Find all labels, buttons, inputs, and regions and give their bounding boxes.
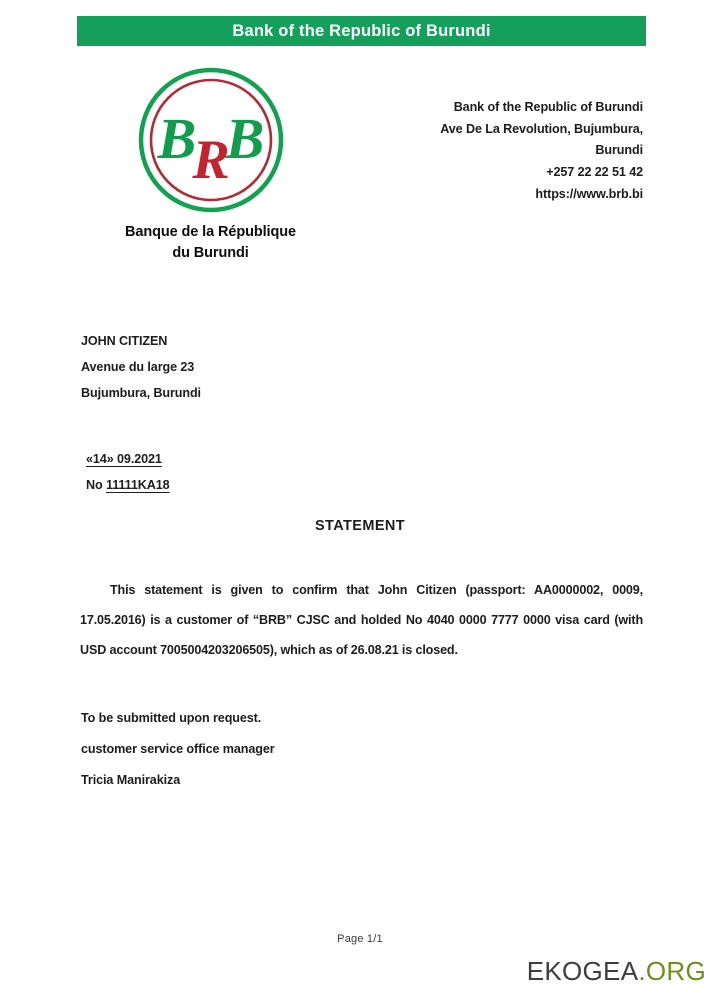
logo-caption-line-2: du Burundi bbox=[172, 245, 249, 262]
document-date-value: «14» 09.2021 bbox=[86, 452, 162, 466]
bank-address-line-2: Ave De La Revolution, Bujumbura, bbox=[440, 121, 643, 136]
watermark-tld-text: .ORG bbox=[638, 956, 706, 986]
watermark-main-text: EKOGEA bbox=[526, 956, 639, 986]
statement-body-text: This statement is given to confirm that John Citizen (passport: AA0000002, 0009, 17.05.2016) is a customer of “BRB” CJSC and holded No 4040 0000 7777 0000 visa card (with USD account 7005004203206505), which as of 26.08.21 is closed. bbox=[80, 583, 643, 657]
logo-caption-line-1: Banque de la République bbox=[125, 224, 296, 240]
closing-note: To be submitted upon request. bbox=[81, 711, 262, 725]
document-header-title: Bank of the Republic of Burundi bbox=[232, 21, 491, 40]
svg-text:B: B bbox=[225, 106, 264, 171]
document-date-row bbox=[86, 452, 170, 466]
statement-heading: STATEMENT bbox=[314, 518, 406, 534]
document-number-label: No bbox=[86, 478, 106, 492]
document-number-value: 11111KA18 bbox=[106, 478, 170, 492]
bank-logo-block bbox=[103, 66, 318, 264]
recipient-city: Bujumbura, Burundi bbox=[81, 385, 201, 400]
bank-phone: +257 22 22 51 42 bbox=[546, 164, 643, 179]
closing-block bbox=[81, 703, 275, 796]
brb-logo-icon bbox=[131, 66, 291, 218]
signatory-name: Tricia Manirakiza bbox=[81, 772, 181, 787]
svg-text:R: R bbox=[191, 129, 230, 191]
bank-address-line-3: Burundi bbox=[595, 143, 643, 158]
svg-text:B: B bbox=[157, 106, 196, 171]
bank-logo-caption bbox=[103, 222, 318, 264]
document-meta-block bbox=[86, 452, 170, 492]
bank-address-line-1: Bank of the Republic of Burundi bbox=[453, 100, 643, 114]
recipient-block bbox=[81, 329, 201, 406]
document-number-row bbox=[86, 478, 170, 492]
recipient-name: JOHN CITIZEN bbox=[81, 334, 168, 348]
bank-website[interactable]: https://www.brb.bi bbox=[535, 186, 643, 201]
watermark bbox=[527, 956, 706, 987]
page-number-footer: Page 1/1 bbox=[337, 933, 383, 945]
signatory-role: customer service office manager bbox=[81, 741, 275, 756]
bank-address-block bbox=[383, 97, 643, 205]
document-header-bar bbox=[77, 16, 646, 46]
recipient-street: Avenue du large 23 bbox=[81, 359, 195, 374]
